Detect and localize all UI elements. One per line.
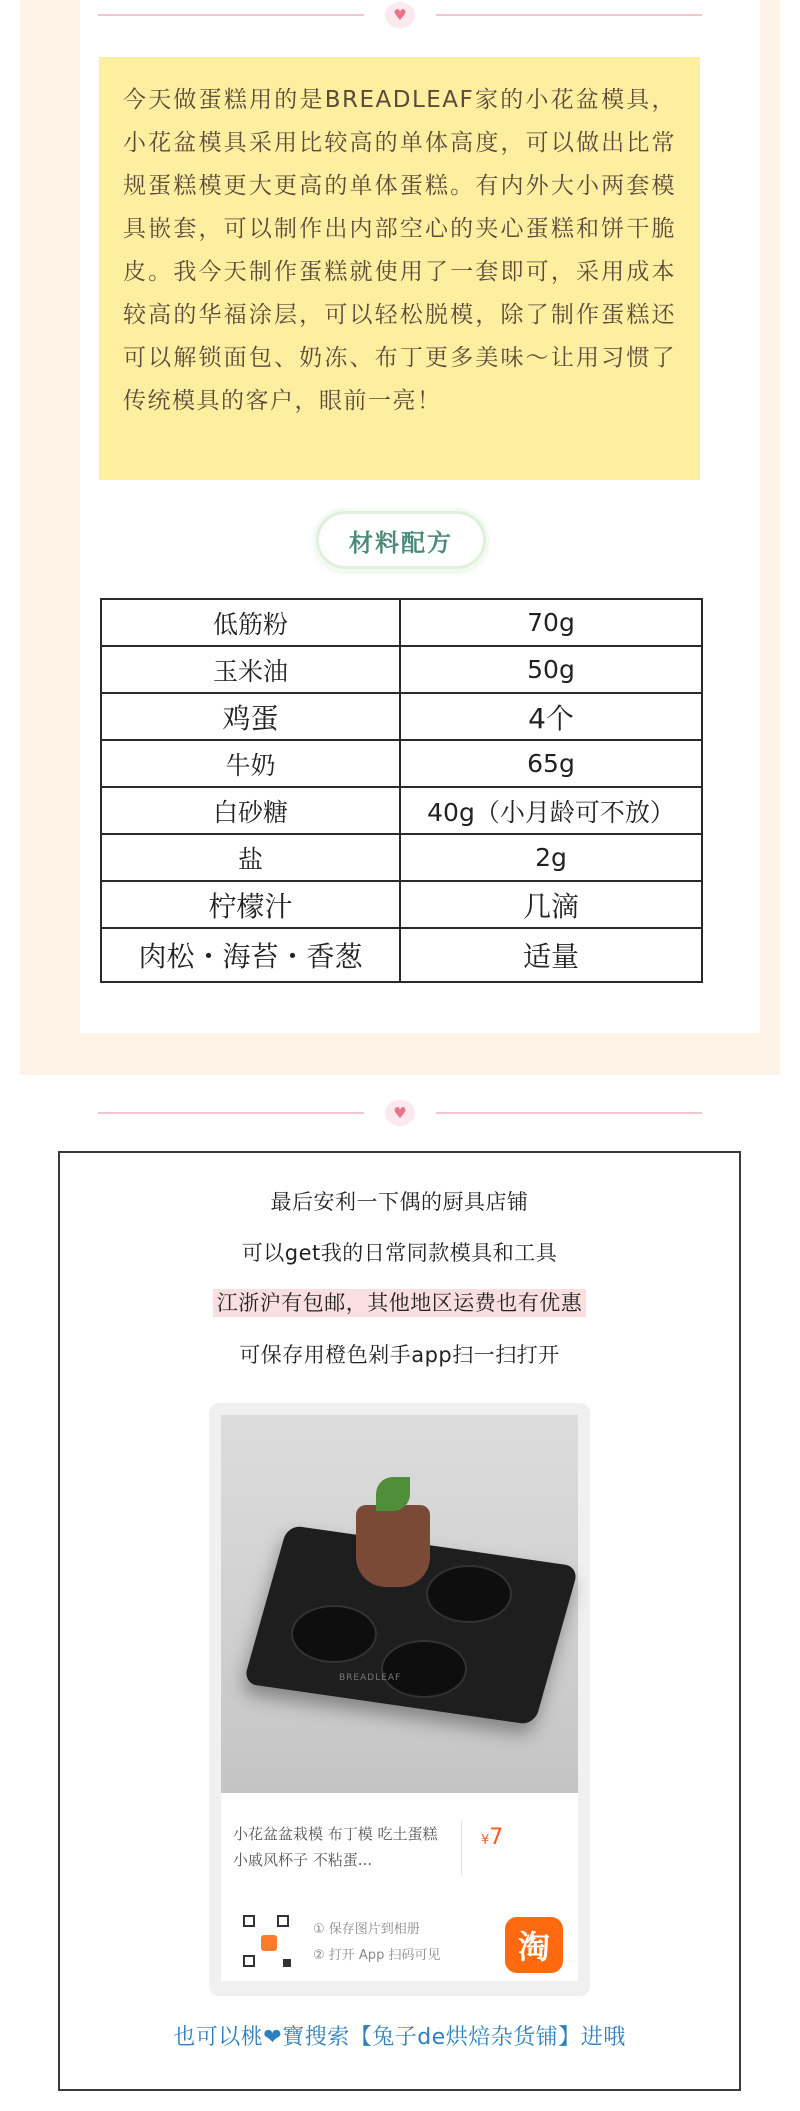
ingredient-name: 白砂糖	[101, 787, 400, 834]
ingredient-name: 盐	[101, 834, 400, 881]
price-value: 7	[489, 1825, 504, 1850]
table-row	[101, 928, 702, 982]
mold-cup	[381, 1640, 467, 1698]
shop-line-1: 最后安利一下偶的厨具店铺	[270, 1190, 529, 1214]
step-2: ② 打开 App 扫码可见	[313, 1948, 441, 1963]
mold-cup	[426, 1565, 512, 1623]
shop-line-2: 可以get我的日常同款模具和工具	[241, 1241, 558, 1265]
ingredient-name: 低筋粉	[101, 599, 400, 646]
ingredients-table	[100, 598, 703, 983]
product-title: 小花盆盆栽模 布丁模 吃土蛋糕小戚风杯子 不粘蛋...	[233, 1825, 438, 1869]
divider-line	[98, 14, 364, 16]
mint-leaf	[376, 1477, 410, 1511]
product-info	[221, 1793, 578, 1981]
table-row	[101, 693, 702, 740]
table-row	[101, 834, 702, 881]
price-symbol: ¥	[481, 1833, 490, 1848]
recipe-heading: 材料配方	[316, 511, 486, 569]
step-1: ① 保存图片到相册	[313, 1922, 420, 1937]
divider-line	[436, 14, 702, 16]
cake	[356, 1505, 430, 1587]
section-divider-bottom	[98, 1100, 702, 1126]
ingredient-amount: 适量	[400, 928, 702, 982]
shop-line-4: 可保存用橙色剁手app扫一扫打开	[239, 1343, 560, 1367]
shipping-highlight: 江浙沪有包邮，其他地区运费也有优惠	[213, 1289, 587, 1317]
ingredient-name: 柠檬汁	[101, 881, 400, 928]
qr-code-icon	[243, 1915, 295, 1971]
ingredient-amount: 2g	[400, 834, 702, 881]
ingredient-name: 牛奶	[101, 740, 400, 787]
mold-cup	[291, 1605, 377, 1663]
shop-line-3	[60, 1287, 739, 1317]
taobao-app-icon: 淘	[505, 1917, 563, 1973]
ingredient-amount: 70g	[400, 599, 702, 646]
table-row	[101, 740, 702, 787]
scan-instructions	[313, 1917, 440, 1969]
ingredient-name: 玉米油	[101, 646, 400, 693]
table-row	[101, 646, 702, 693]
ingredient-amount: 几滴	[400, 881, 702, 928]
ingredient-amount: 50g	[400, 646, 702, 693]
table-row	[101, 599, 702, 646]
photo-watermark: BREADLEAF	[339, 1673, 402, 1683]
product-price	[481, 1825, 503, 1850]
heart-icon: ♥	[385, 1100, 415, 1126]
divider-line	[436, 1112, 702, 1114]
ingredient-amount: 4个	[400, 693, 702, 740]
intro-paragraph: 今天做蛋糕用的是BREADLEAF家的小花盆模具，小花盆模具采用比较高的单体高度，可以做出比常规蛋糕模更大更高的单体蛋糕。有内外大小两套模具嵌套，可以制作出内部空心的夹心蛋糕和饼干脆皮。我今天制作蛋糕就使用了一套即可，采用成本较高的华福涂层，可以轻松脱模，除了制作蛋糕还可以解锁面包、奶冻、布丁更多美味～让用习惯了传统模具的客户，眼前一亮！	[99, 57, 700, 480]
shop-search-hint: 也可以桃❤寶搜索【兔子de烘焙杂货铺】进哦	[173, 2025, 626, 2050]
ingredient-amount: 65g	[400, 740, 702, 787]
section-divider-top	[98, 2, 702, 28]
table-row	[101, 881, 702, 928]
divider	[461, 1821, 462, 1875]
ingredient-name: 鸡蛋	[101, 693, 400, 740]
shop-promo-box	[58, 1151, 741, 2091]
ingredient-name: 肉松・海苔・香葱	[101, 928, 400, 982]
table-row	[101, 787, 702, 834]
product-share-card[interactable]	[209, 1403, 590, 1996]
divider-line	[98, 1112, 364, 1114]
heart-icon: ♥	[385, 2, 415, 28]
product-photo	[221, 1415, 578, 1793]
ingredient-amount: 40g（小月龄可不放）	[400, 787, 702, 834]
